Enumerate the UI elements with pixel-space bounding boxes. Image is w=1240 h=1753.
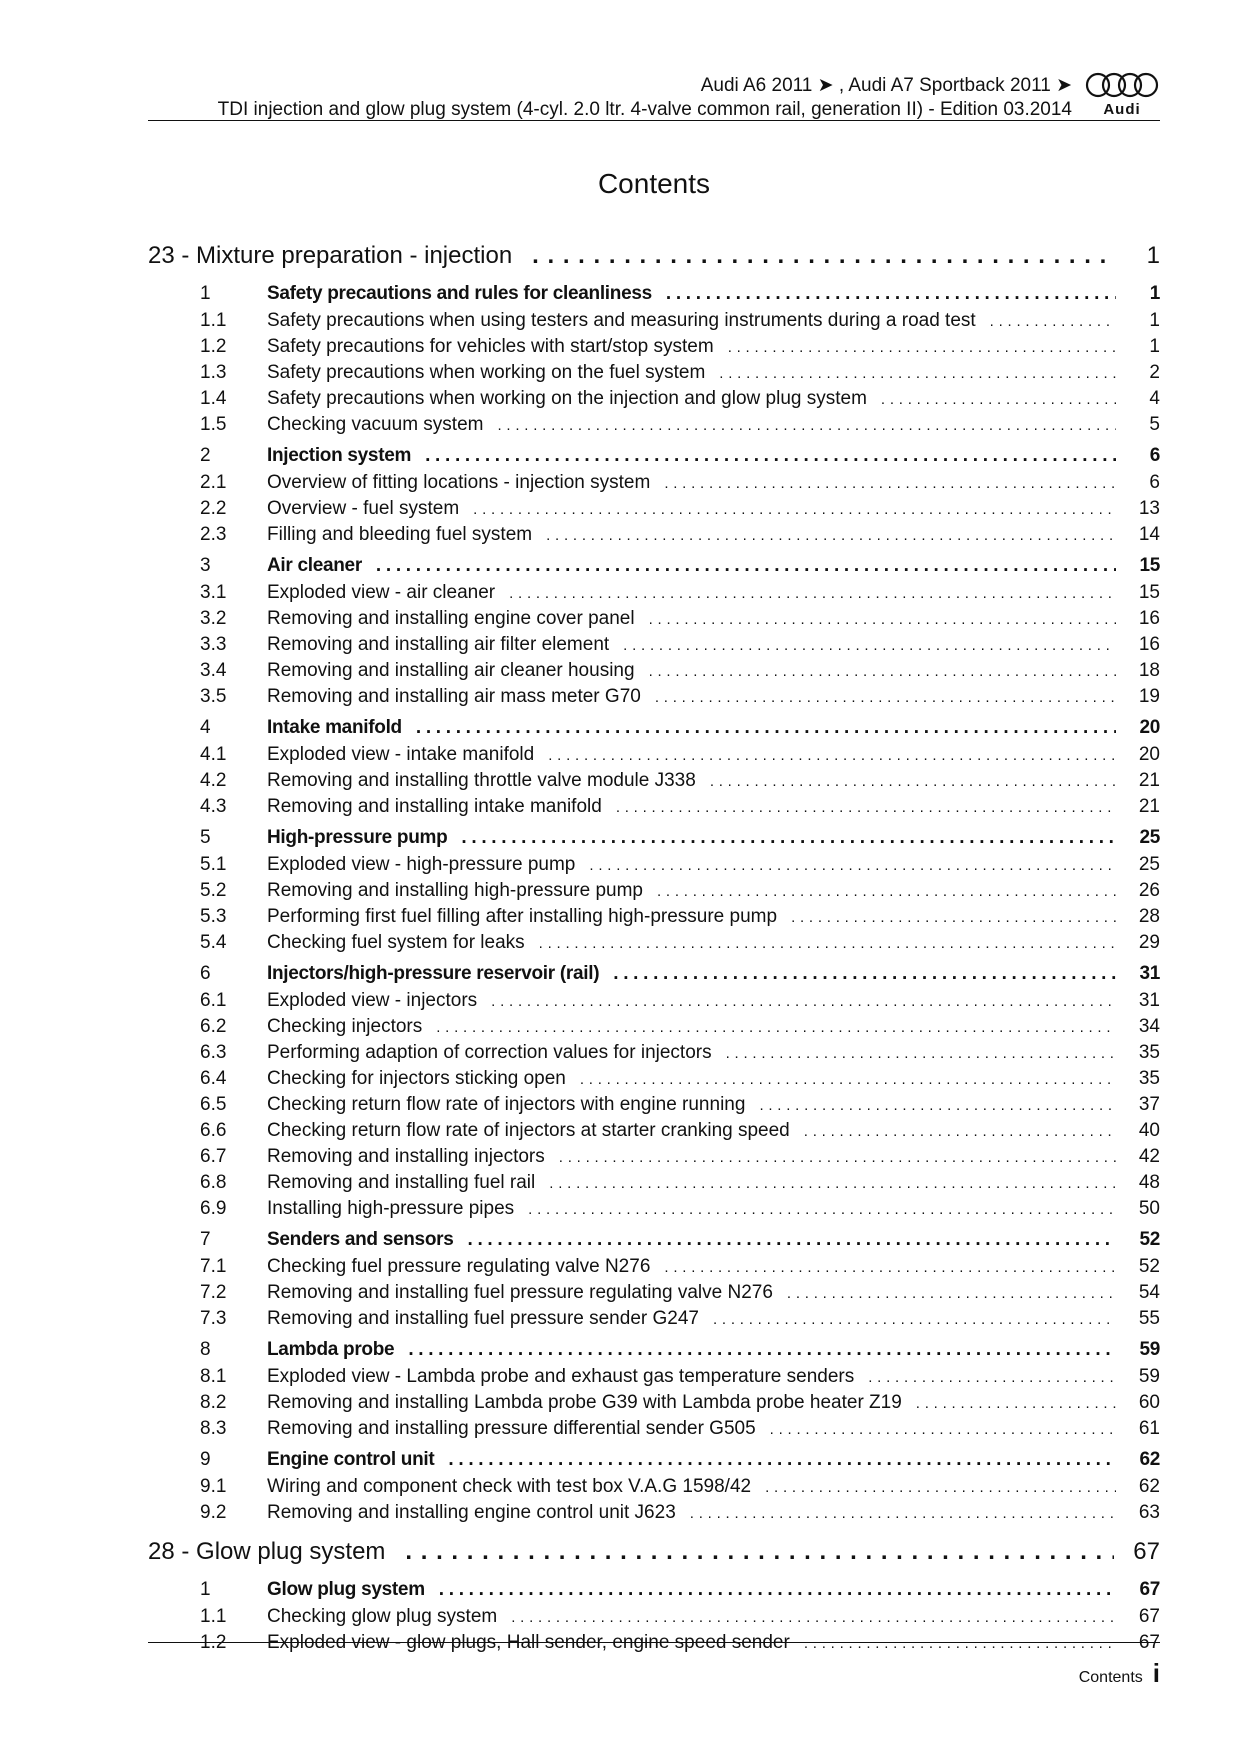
page-number: 67: [1133, 1538, 1160, 1565]
page-number: 16: [1138, 608, 1160, 629]
page-number: 6: [1149, 445, 1160, 466]
page-number: 1: [1149, 283, 1160, 304]
section-title: Air cleaner: [267, 555, 362, 576]
toc-entry[interactable]: [148, 990, 1160, 1016]
dot-leader: [491, 993, 1116, 1010]
toc-entry[interactable]: [148, 1366, 1160, 1392]
toc-entry[interactable]: [148, 524, 1160, 550]
page-number: 52: [1139, 1229, 1160, 1250]
toc-entry[interactable]: [148, 472, 1160, 498]
entry-number: 2.2: [200, 498, 227, 519]
dot-leader: [770, 1421, 1116, 1438]
entry-number: 3.3: [200, 634, 227, 655]
dot-leader: [728, 339, 1116, 356]
entry-number: 1.3: [200, 362, 227, 383]
section-title: Engine control unit: [267, 1449, 435, 1470]
dot-leader: [416, 717, 1116, 739]
dot-leader: [791, 909, 1116, 926]
page-number: 52: [1138, 1256, 1160, 1277]
page-number: 4: [1149, 388, 1160, 409]
toc-entry[interactable]: [148, 770, 1160, 796]
section-number: 1: [200, 283, 211, 304]
entry-number: 1.2: [200, 1632, 227, 1653]
entry-number: 5.2: [200, 880, 227, 901]
toc-section[interactable]: [148, 1579, 1160, 1606]
section-number: 9: [200, 1449, 211, 1470]
entry-title: Safety precautions when working on the injection and glow plug system: [267, 388, 867, 409]
entry-title: Removing and installing fuel pressure regulating valve N276: [267, 1282, 773, 1303]
table-of-contents: [148, 238, 1160, 1658]
entry-title: Exploded view - air cleaner: [267, 582, 496, 603]
entry-title: Overview - fuel system: [267, 498, 460, 519]
toc-entry[interactable]: [148, 362, 1160, 388]
page-footer: [1079, 1658, 1160, 1689]
dot-leader: [690, 1505, 1116, 1522]
entry-number: 1.5: [200, 414, 227, 435]
dot-leader: [613, 963, 1116, 985]
page-number: 1: [1146, 242, 1160, 269]
entry-number: 7.1: [200, 1256, 227, 1277]
dot-leader: [616, 799, 1116, 816]
page-number: 1: [1149, 310, 1160, 331]
toc-section[interactable]: [148, 1339, 1160, 1366]
section-title: Injection system: [267, 445, 412, 466]
entry-title: Overview of fitting locations - injection system: [267, 472, 651, 493]
toc-entry[interactable]: [148, 1392, 1160, 1418]
dot-leader: [559, 1149, 1116, 1166]
dot-leader: [990, 313, 1116, 330]
entry-title: Removing and installing Lambda probe G39 with Lambda probe heater Z19: [267, 1392, 902, 1413]
footer-page-number: i: [1152, 1658, 1160, 1688]
entry-title: Checking fuel system for leaks: [267, 932, 525, 953]
entry-number: 7.3: [200, 1308, 227, 1329]
entry-title: Removing and installing fuel rail: [267, 1172, 536, 1193]
dot-leader: [765, 1479, 1116, 1496]
entry-number: 9.1: [200, 1476, 227, 1497]
toc-entry[interactable]: [148, 1042, 1160, 1068]
toc-entry[interactable]: [148, 1502, 1160, 1528]
dot-leader: [649, 663, 1116, 680]
entry-title: Exploded view - Lambda probe and exhaust gas temperature senders: [267, 1366, 855, 1387]
dot-leader: [657, 883, 1116, 900]
page-number: 67: [1138, 1606, 1160, 1627]
dot-leader: [439, 1579, 1116, 1601]
toc-entry[interactable]: [148, 1120, 1160, 1146]
toc-entry[interactable]: [148, 1418, 1160, 1444]
toc-entry[interactable]: [148, 796, 1160, 822]
entry-title: Checking return flow rate of injectors with engine running: [267, 1094, 746, 1115]
page-number: 5: [1149, 414, 1160, 435]
entry-number: 1.2: [200, 336, 227, 357]
page-number: 28: [1138, 906, 1160, 927]
entry-title: Safety precautions when using testers and measuring instruments during a road test: [267, 310, 976, 331]
entry-number: 4.2: [200, 770, 227, 791]
page-number: 21: [1138, 770, 1160, 791]
page-number: 25: [1139, 827, 1160, 848]
entry-number: 7.2: [200, 1282, 227, 1303]
page-number: 63: [1138, 1502, 1160, 1523]
toc-entry[interactable]: [148, 498, 1160, 524]
entry-title: Removing and installing high-pressure pump: [267, 880, 643, 901]
page-number: 1: [1149, 336, 1160, 357]
page-number: 21: [1138, 796, 1160, 817]
page-number: 61: [1138, 1418, 1160, 1439]
dot-leader: [804, 1635, 1116, 1652]
section-number: 8: [200, 1339, 211, 1360]
toc-chapter[interactable]: [148, 1538, 1160, 1574]
entry-number: 1.1: [200, 1606, 227, 1627]
toc-entry[interactable]: [148, 1476, 1160, 1502]
section-number: 1: [200, 1579, 211, 1600]
toc-entry[interactable]: [148, 582, 1160, 608]
chapter-title: 28 - Glow plug system: [148, 1538, 386, 1565]
dot-leader: [376, 555, 1116, 577]
toc-entry[interactable]: [148, 1256, 1160, 1282]
dot-leader: [664, 1259, 1116, 1276]
toc-entry[interactable]: [148, 1632, 1160, 1658]
dot-leader: [511, 1609, 1116, 1626]
entry-number: 5.3: [200, 906, 227, 927]
audi-rings-icon: [1084, 70, 1160, 100]
toc-entry[interactable]: [148, 1146, 1160, 1172]
dot-leader: [666, 283, 1116, 305]
dot-leader: [548, 747, 1116, 764]
page-number: 19: [1138, 686, 1160, 707]
dot-leader: [509, 585, 1116, 602]
page-number: 62: [1139, 1449, 1160, 1470]
entry-title: Checking fuel pressure regulating valve N276: [267, 1256, 651, 1277]
toc-entry[interactable]: [148, 1172, 1160, 1198]
entry-number: 6.4: [200, 1068, 227, 1089]
entry-title: Removing and installing throttle valve module J338: [267, 770, 696, 791]
entry-number: 6.8: [200, 1172, 227, 1193]
entry-title: Removing and installing air filter element: [267, 634, 610, 655]
entry-number: 3.1: [200, 582, 227, 603]
page-number: 20: [1139, 717, 1160, 738]
entry-number: 1.1: [200, 310, 227, 331]
entry-title: Wiring and component check with test box V.A.G 1598/42: [267, 1476, 752, 1497]
entry-title: Exploded view - injectors: [267, 990, 478, 1011]
entry-title: Safety precautions when working on the fuel system: [267, 362, 706, 383]
entry-number: 1.4: [200, 388, 227, 409]
section-number: 2: [200, 445, 211, 466]
page-number: 54: [1138, 1282, 1160, 1303]
toc-entry[interactable]: [148, 310, 1160, 336]
dot-leader: [881, 391, 1116, 408]
section-title: High-pressure pump: [267, 827, 448, 848]
dot-leader: [532, 242, 1114, 270]
section-number: 3: [200, 555, 211, 576]
toc-section[interactable]: [148, 827, 1160, 854]
page-number: 18: [1138, 660, 1160, 681]
entry-title: Filling and bleeding fuel system: [267, 524, 533, 545]
entry-number: 2.1: [200, 472, 227, 493]
dot-leader: [436, 1019, 1116, 1036]
entry-title: Removing and installing pressure differential sender G505: [267, 1418, 756, 1439]
entry-number: 5.4: [200, 932, 227, 953]
page-number: 31: [1139, 963, 1160, 984]
dot-leader: [726, 1045, 1116, 1062]
entry-title: Removing and installing injectors: [267, 1146, 545, 1167]
entry-title: Removing and installing engine control unit J623: [267, 1502, 676, 1523]
toc-section[interactable]: [148, 283, 1160, 310]
entry-number: 3.4: [200, 660, 227, 681]
section-title: Glow plug system: [267, 1579, 425, 1600]
page-number: 2: [1149, 362, 1160, 383]
page-number: 31: [1138, 990, 1160, 1011]
dot-leader: [719, 365, 1116, 382]
page-number: 25: [1138, 854, 1160, 875]
entry-title: Exploded view - glow plugs, Hall sender, engine speed sender: [267, 1632, 790, 1653]
dot-leader: [655, 689, 1116, 706]
toc-section[interactable]: [148, 445, 1160, 472]
entry-title: Removing and installing engine cover panel: [267, 608, 635, 629]
entry-number: 6.9: [200, 1198, 227, 1219]
toc-entry[interactable]: [148, 634, 1160, 660]
dot-leader: [448, 1449, 1116, 1471]
page-number: 60: [1138, 1392, 1160, 1413]
entry-number: 2.3: [200, 524, 227, 545]
toc-entry[interactable]: [148, 906, 1160, 932]
toc-entry[interactable]: [148, 932, 1160, 958]
entry-title: Removing and installing air mass meter G70: [267, 686, 641, 707]
dot-leader: [408, 1339, 1116, 1361]
toc-section[interactable]: [148, 555, 1160, 582]
page-number: 50: [1138, 1198, 1160, 1219]
page-number: 14: [1138, 524, 1160, 545]
toc-entry[interactable]: [148, 414, 1160, 440]
toc-entry[interactable]: [148, 1198, 1160, 1224]
toc-chapter[interactable]: [148, 242, 1160, 278]
dot-leader: [649, 611, 1116, 628]
toc-entry[interactable]: [148, 1068, 1160, 1094]
dot-leader: [916, 1395, 1116, 1412]
entry-number: 6.3: [200, 1042, 227, 1063]
dot-leader: [539, 935, 1116, 952]
entry-number: 4.3: [200, 796, 227, 817]
footer-rule: [148, 1642, 1160, 1643]
section-title: Lambda probe: [267, 1339, 395, 1360]
entry-title: Checking glow plug system: [267, 1606, 498, 1627]
entry-number: 6.6: [200, 1120, 227, 1141]
page-number: 40: [1138, 1120, 1160, 1141]
entry-number: 5.1: [200, 854, 227, 875]
entry-title: Removing and installing air cleaner housing: [267, 660, 635, 681]
entry-title: Performing first fuel filling after installing high-pressure pump: [267, 906, 778, 927]
entry-number: 3.2: [200, 608, 227, 629]
toc-entry[interactable]: [148, 1094, 1160, 1120]
entry-number: 8.2: [200, 1392, 227, 1413]
page-number: 59: [1138, 1366, 1160, 1387]
page-number: 20: [1138, 744, 1160, 765]
entry-number: 9.2: [200, 1502, 227, 1523]
dot-leader: [804, 1123, 1116, 1140]
dot-leader: [868, 1369, 1116, 1386]
page-number: 15: [1138, 582, 1160, 603]
page-number: 55: [1138, 1308, 1160, 1329]
page-number: 67: [1139, 1579, 1160, 1600]
dot-leader: [546, 527, 1116, 544]
entry-number: 4.1: [200, 744, 227, 765]
dot-leader: [713, 1311, 1116, 1328]
toc-entry[interactable]: [148, 608, 1160, 634]
entry-number: 8.1: [200, 1366, 227, 1387]
toc-entry[interactable]: [148, 744, 1160, 770]
entry-title: Checking injectors: [267, 1016, 423, 1037]
section-number: 5: [200, 827, 211, 848]
toc-entry[interactable]: [148, 686, 1160, 712]
page-number: 67: [1138, 1632, 1160, 1653]
page-number: 34: [1138, 1016, 1160, 1037]
dot-leader: [468, 1229, 1117, 1251]
vehicle-models: Audi A6 2011 ➤ , Audi A7 Sportback 2011 ➤: [700, 75, 1072, 96]
page-number: 35: [1138, 1068, 1160, 1089]
audi-wordmark: Audi: [1103, 101, 1141, 118]
toc-section[interactable]: [148, 717, 1160, 744]
dot-leader: [461, 827, 1116, 849]
page-number: 59: [1139, 1339, 1160, 1360]
toc-entry[interactable]: [148, 1606, 1160, 1632]
entry-title: Checking vacuum system: [267, 414, 484, 435]
toc-section[interactable]: [148, 1229, 1160, 1256]
section-title: Senders and sensors: [267, 1229, 454, 1250]
section-title: Safety precautions and rules for cleanliness: [267, 283, 652, 304]
dot-leader: [623, 637, 1116, 654]
toc-entry[interactable]: [148, 854, 1160, 880]
toc-entry[interactable]: [148, 880, 1160, 906]
entry-number: 6.5: [200, 1094, 227, 1115]
page-number: 6: [1149, 472, 1160, 493]
section-title: Intake manifold: [267, 717, 402, 738]
entry-title: Installing high-pressure pipes: [267, 1198, 515, 1219]
dot-leader: [787, 1285, 1116, 1302]
dot-leader: [473, 501, 1116, 518]
entry-title: Safety precautions for vehicles with start/stop system: [267, 336, 714, 357]
section-number: 4: [200, 717, 211, 738]
entry-title: Checking for injectors sticking open: [267, 1068, 566, 1089]
toc-entry[interactable]: [148, 388, 1160, 414]
entry-number: 6.2: [200, 1016, 227, 1037]
entry-title: Removing and installing fuel pressure sender G247: [267, 1308, 699, 1329]
audi-logo: [1084, 70, 1160, 122]
page-number: 29: [1138, 932, 1160, 953]
dot-leader: [710, 773, 1116, 790]
entry-title: Performing adaption of correction values for injectors: [267, 1042, 712, 1063]
toc-entry[interactable]: [148, 1308, 1160, 1334]
page-number: 35: [1138, 1042, 1160, 1063]
entry-title: Removing and installing intake manifold: [267, 796, 602, 817]
dot-leader: [549, 1175, 1116, 1192]
entry-title: Exploded view - high-pressure pump: [267, 854, 576, 875]
toc-entry[interactable]: [148, 336, 1160, 362]
entry-number: 8.3: [200, 1418, 227, 1439]
toc-section[interactable]: [148, 963, 1160, 990]
toc-entry[interactable]: [148, 1282, 1160, 1308]
footer-label: Contents: [1078, 1669, 1143, 1686]
entry-title: Checking return flow rate of injectors at starter cranking speed: [267, 1120, 790, 1141]
header-rule: [148, 120, 1160, 121]
toc-section[interactable]: [148, 1449, 1160, 1476]
dot-leader: [425, 445, 1116, 467]
dot-leader: [589, 857, 1116, 874]
dot-leader: [497, 417, 1116, 434]
entry-number: 6.1: [200, 990, 227, 1011]
page-number: 37: [1138, 1094, 1160, 1115]
toc-entry[interactable]: [148, 660, 1160, 686]
entry-number: 6.7: [200, 1146, 227, 1167]
dot-leader: [405, 1538, 1114, 1566]
dot-leader: [759, 1097, 1116, 1114]
dot-leader: [580, 1071, 1116, 1088]
entry-title: Exploded view - intake manifold: [267, 744, 535, 765]
page-number: 15: [1139, 555, 1160, 576]
page-number: 62: [1138, 1476, 1160, 1497]
section-title: Injectors/high-pressure reservoir (rail): [267, 963, 600, 984]
toc-entry[interactable]: [148, 1016, 1160, 1042]
section-number: 6: [200, 963, 211, 984]
page-number: 26: [1138, 880, 1160, 901]
section-number: 7: [200, 1229, 211, 1250]
dot-leader: [528, 1201, 1116, 1218]
page-number: 42: [1138, 1146, 1160, 1167]
page-title: Contents: [597, 168, 711, 199]
manual-title: TDI injection and glow plug system (4-cyl. 2.0 ltr. 4-valve common rail, generation II) - Edition 03.2014: [217, 99, 1072, 120]
page-number: 13: [1138, 498, 1160, 519]
entry-number: 3.5: [200, 686, 227, 707]
page-number: 48: [1138, 1172, 1160, 1193]
page-number: 16: [1138, 634, 1160, 655]
dot-leader: [664, 475, 1116, 492]
chapter-title: 23 - Mixture preparation - injection: [148, 242, 513, 269]
